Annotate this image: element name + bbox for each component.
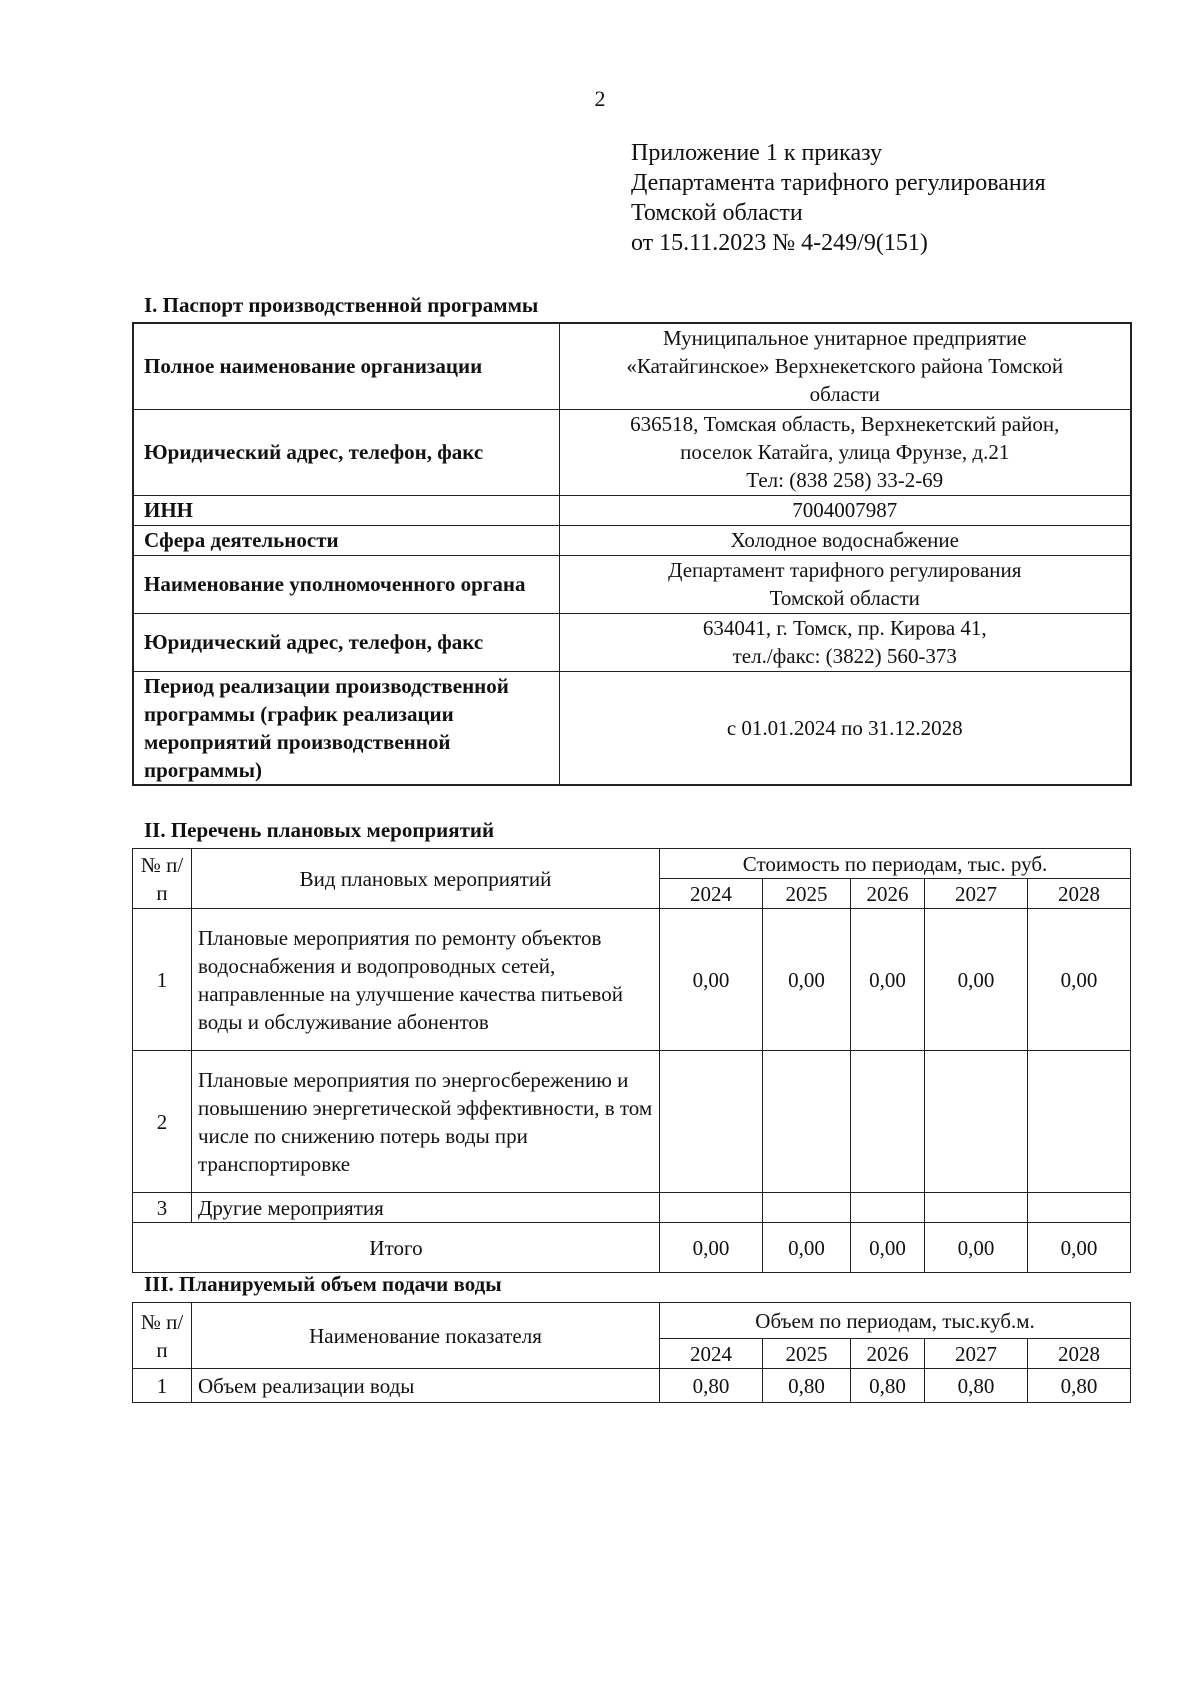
table-row: [133, 1193, 1131, 1223]
table-row: [133, 1051, 1131, 1193]
row-number: 1: [133, 1369, 192, 1403]
passport-value: [559, 555, 1131, 613]
year-header: 2028: [1028, 1339, 1131, 1369]
value-line: «Катайгинское» Верхнекетского района Томской: [626, 354, 1064, 379]
year-header: 2028: [1028, 879, 1131, 909]
volume-table: [132, 1302, 1131, 1403]
passport-section-title: I. Паспорт производственной программы: [144, 293, 539, 317]
passport-row: [133, 613, 1131, 671]
value-line: области: [809, 382, 880, 407]
row-number: 3: [133, 1193, 192, 1223]
event-name: Плановые мероприятия по ремонту объектов водоснабжения и водопроводных сетей, направленные на улучшение качества питьевой воды и обслуживание абонентов: [192, 909, 660, 1051]
passport-label: Период реализации производственной программы (график реализации мероприятий производственной программы): [133, 671, 559, 785]
row-number: 1: [133, 909, 192, 1051]
value-line: Тел: (838 258) 33-2-69: [746, 468, 944, 492]
cost-cell: [660, 1051, 763, 1193]
total-row: [133, 1223, 1131, 1273]
cost-cell: [1028, 1051, 1131, 1193]
volume-period-header: Объем по периодам, тыс.куб.м.: [660, 1303, 1131, 1339]
value-line: 634041, г. Томск, пр. Кирова 41,: [702, 616, 987, 640]
cost-cell: 0,00: [660, 909, 763, 1051]
cost-cell: 0,00: [925, 909, 1028, 1051]
year-header: 2024: [660, 879, 763, 909]
indicator-name: Объем реализации воды: [192, 1369, 660, 1403]
value-line: поселок Катайга, улица Фрунзе, д.21: [680, 440, 1010, 464]
appendix-line-2: Департамента тарифного регулирования: [631, 170, 1046, 196]
cost-cell: [1028, 1193, 1131, 1223]
cost-cell: [925, 1051, 1028, 1193]
passport-value: 7004007987: [559, 495, 1131, 525]
volume-section-title: III. Планируемый объем подачи воды: [144, 1272, 502, 1296]
appendix-header: [631, 138, 1046, 258]
volume-cell: 0,80: [763, 1369, 851, 1403]
cost-cell: [660, 1193, 763, 1223]
passport-label: Юридический адрес, телефон, факс: [133, 613, 559, 671]
value-line: тел./факс: (3822) 560-373: [732, 644, 957, 668]
passport-table: [132, 322, 1132, 786]
appendix-line-3: Томской области: [631, 200, 803, 226]
value-line: Муниципальное унитарное предприятие: [662, 326, 1027, 351]
table-row: [133, 1369, 1131, 1403]
total-cell: 0,00: [660, 1223, 763, 1273]
passport-label: Юридический адрес, телефон, факс: [133, 409, 559, 495]
year-header: 2024: [660, 1339, 763, 1369]
passport-value: [559, 613, 1131, 671]
total-cell: 0,00: [1028, 1223, 1131, 1273]
passport-row: [133, 671, 1131, 785]
cost-cell: [851, 1051, 925, 1193]
cost-cell: 0,00: [851, 909, 925, 1051]
volume-cell: 0,80: [851, 1369, 925, 1403]
passport-row: [133, 555, 1131, 613]
event-name: Другие мероприятия: [192, 1193, 660, 1223]
value-line: 636518, Томская область, Верхнекетский район,: [630, 412, 1060, 436]
year-header: 2025: [763, 879, 851, 909]
row-number: 2: [133, 1051, 192, 1193]
passport-value: [559, 323, 1131, 409]
volume-cell: 0,80: [1028, 1369, 1131, 1403]
cost-cell: [851, 1193, 925, 1223]
volume-num-header: № п/п: [133, 1303, 192, 1369]
events-section-title: II. Перечень плановых мероприятий: [144, 818, 495, 842]
passport-label: Наименование уполномоченного органа: [133, 555, 559, 613]
volume-cell: 0,80: [925, 1369, 1028, 1403]
cost-cell: [925, 1193, 1028, 1223]
passport-row: [133, 495, 1131, 525]
passport-value: с 01.01.2024 по 31.12.2028: [559, 671, 1131, 785]
appendix-line-4: от 15.11.2023 № 4-249/9(151): [631, 230, 928, 256]
total-cell: 0,00: [925, 1223, 1028, 1273]
appendix-line-1: Приложение 1 к приказу: [631, 140, 883, 166]
volume-name-header: Наименование показателя: [192, 1303, 660, 1369]
events-table: [132, 848, 1131, 1273]
event-name: Плановые мероприятия по энергосбережению и повышению энергетической эффективности, в том числе по снижению потерь воды при транспортировке: [192, 1051, 660, 1193]
passport-row: [133, 323, 1131, 409]
year-header: 2026: [851, 1339, 925, 1369]
total-cell: 0,00: [763, 1223, 851, 1273]
cost-cell: [763, 1051, 851, 1193]
events-cost-header: Стоимость по периодам, тыс. руб.: [660, 849, 1131, 879]
passport-value: Холодное водоснабжение: [559, 525, 1131, 555]
total-label: Итого: [133, 1223, 660, 1273]
year-header: 2027: [925, 1339, 1028, 1369]
value-line: Томской области: [769, 586, 920, 610]
cost-cell: 0,00: [763, 909, 851, 1051]
cost-cell: 0,00: [1028, 909, 1131, 1051]
cost-cell: [763, 1193, 851, 1223]
year-header: 2026: [851, 879, 925, 909]
events-name-header: Вид плановых мероприятий: [192, 849, 660, 909]
table-row: [133, 909, 1131, 1051]
passport-label: ИНН: [133, 495, 559, 525]
page-number: 2: [594, 86, 606, 111]
passport-value: [559, 409, 1131, 495]
volume-cell: 0,80: [660, 1369, 763, 1403]
passport-row: [133, 409, 1131, 495]
passport-row: [133, 525, 1131, 555]
total-cell: 0,00: [851, 1223, 925, 1273]
passport-label: Сфера деятельности: [133, 525, 559, 555]
passport-label: Полное наименование организации: [133, 323, 559, 409]
year-header: 2027: [925, 879, 1028, 909]
value-line: Департамент тарифного регулирования: [668, 558, 1022, 582]
year-header: 2025: [763, 1339, 851, 1369]
events-num-header: № п/п: [133, 849, 192, 909]
